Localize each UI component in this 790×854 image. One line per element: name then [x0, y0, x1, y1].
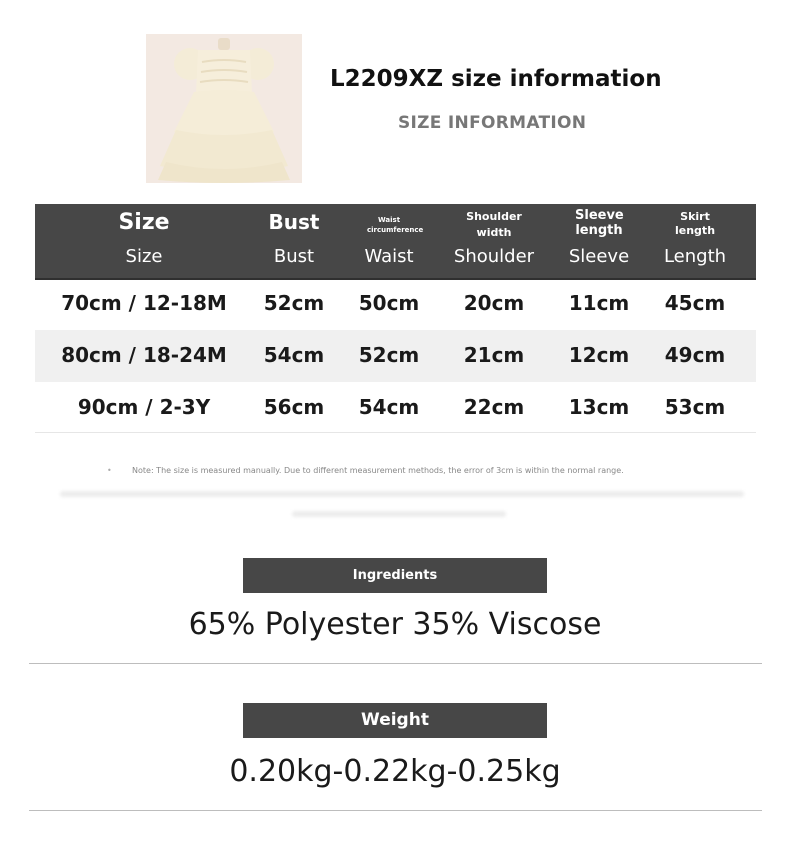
table-cell: 80cm / 18-24M — [61, 343, 227, 367]
divider — [29, 663, 762, 664]
table-cell: 54cm — [263, 343, 325, 367]
header-shoulder: Shoulder width Shoulder — [453, 210, 535, 267]
header-sleeve: Sleeve length Sleeve — [568, 208, 630, 267]
table-cell: 20cm — [463, 291, 525, 315]
table-cell: 22cm — [463, 395, 525, 419]
table-row — [35, 278, 756, 330]
product-photo — [146, 34, 302, 183]
note-bullet-icon: • — [107, 466, 112, 475]
ingredients-label: Ingredients — [352, 568, 438, 583]
measurement-note: Note: The size is measured manually. Due to different measurement methods, the error of 3cm is within the normal range. — [132, 466, 624, 475]
ingredients-label-bar — [243, 558, 547, 593]
table-cell: 12cm — [568, 343, 630, 367]
table-cell: 11cm — [568, 291, 630, 315]
table-cell: 45cm — [664, 291, 726, 315]
table-cell: 90cm / 2-3Y — [77, 395, 211, 419]
table-cell: 53cm — [664, 395, 726, 419]
weight-label-bar — [243, 703, 547, 738]
table-cell: 54cm — [358, 395, 420, 419]
dress-illustration — [146, 34, 302, 183]
faded-text-line — [292, 511, 506, 517]
table-row — [35, 382, 756, 434]
header-length: Skirt length Length — [663, 210, 727, 267]
divider — [29, 810, 762, 811]
size-table-header — [35, 204, 756, 280]
section-subtitle: SIZE INFORMATION — [398, 113, 587, 133]
weight-label: Weight — [361, 710, 429, 730]
table-cell: 13cm — [568, 395, 630, 419]
table-cell: 52cm — [358, 343, 420, 367]
ingredients-value: 65% Polyester 35% Viscose — [188, 607, 602, 642]
table-row — [35, 330, 756, 382]
table-cell: 49cm — [664, 343, 726, 367]
table-cell: 52cm — [263, 291, 325, 315]
table-cell: 50cm — [358, 291, 420, 315]
table-cell: 21cm — [463, 343, 525, 367]
faded-text-line — [60, 491, 744, 497]
header-waist: Waist circumference Waist — [364, 216, 424, 267]
header-size: Size Size — [118, 210, 170, 267]
table-cell: 70cm / 12-18M — [61, 291, 227, 315]
weight-value: 0.20kg-0.22kg-0.25kg — [229, 754, 561, 789]
table-cell: 56cm — [263, 395, 325, 419]
product-title: L2209XZ size information — [330, 66, 662, 92]
header-bust: Bust Bust — [268, 210, 320, 267]
table-bottom-divider — [35, 432, 756, 433]
